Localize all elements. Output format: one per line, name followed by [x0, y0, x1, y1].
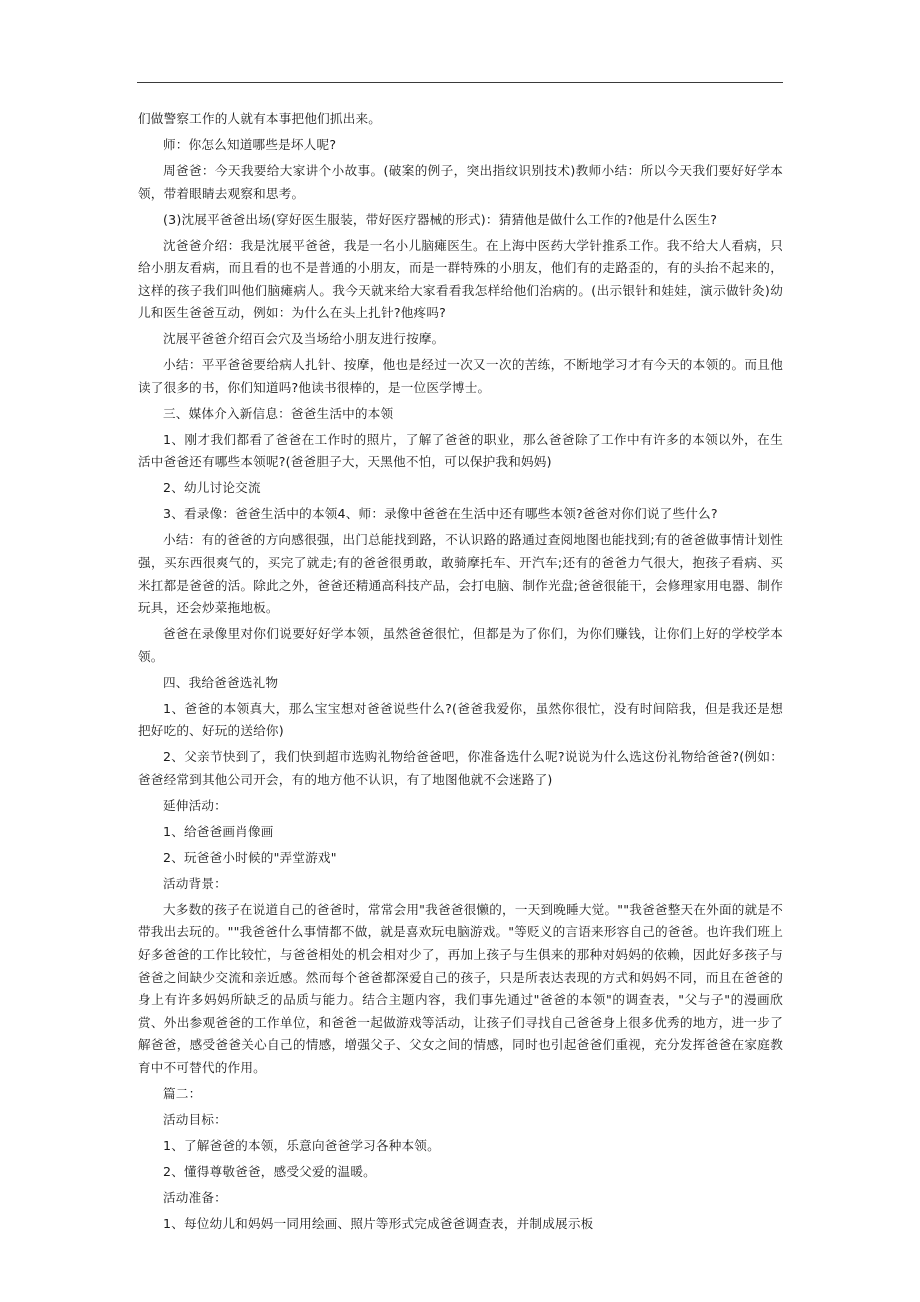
paragraph: 小结：平平爸爸要给病人扎针、按摩，他也是经过一次又一次的苦练，不断地学习才有今天的本领的。而且他读了很多的书，你们知道吗?他读书很棒的，是一位医学博士。 [138, 357, 783, 395]
paragraph: 1、刚才我们都看了爸爸在工作时的照片，了解了爸爸的职业，那么爸爸除了工作中有许多的本领以外，在生活中爸爸还有哪些本领呢?(爸爸胆子大，天黑他不怕，可以保护我和妈妈) [138, 431, 783, 470]
paragraph: 周爸爸：今天我要给大家讲个小故事。(破案的例子，突出指纹识别技术)教师小结：所以今天我们要好好学本领，带着眼睛去观察和思考。 [138, 162, 783, 201]
paragraph: 延伸活动： [163, 797, 227, 813]
paragraph: 大多数的孩子在说道自己的爸爸时，常常会用"我爸爸很懒的，一天到晚睡大觉。""我爸爸整天在外面的就是不带我出去玩的。""我爸爸什么事情都不做，就是喜欢玩电脑游戏。"等贬义的言语来形容自己的爸爸。也许我们班上好多爸爸的工作比较忙，与爸爸相处的机会相对少了，再加上孩子与生俱来的那种对妈妈的依赖，因此好多孩子与爸爸之间缺少交流和亲近感。然而每个爸爸都深爱自己的孩子，只是所表达表现的方式和妈妈不同，而且在爸爸的身上有许多妈妈所缺乏的品质与能力。结合主题内容，我们事先通过"爸爸的本领"的调查表，"父与子"的漫画欣赏、外出参观爸爸的工作单位，和爸爸一起做游戏等活动，让孩子们寻找自己爸爸身上很多优秀的地方，进一步了解爸爸，感受爸爸关心自己的情感，增强父子、父女之间的情感，同时也引起爸爸们重视，充分发挥爸爸在家庭教育中不可替代的作用。 [138, 901, 783, 1075]
paragraph: 1、给爸爸画肖像画 [163, 823, 274, 839]
paragraph: 活动目标： [163, 1111, 227, 1127]
paragraph: 们做警察工作的人就有本事把他们抓出来。 [138, 111, 382, 126]
header-rule [137, 82, 783, 83]
paragraph: 活动背景： [163, 875, 227, 891]
paragraph: 1、了解爸爸的本领，乐意向爸爸学习各种本领。 [163, 1137, 440, 1153]
paragraph: 爸爸在录像里对你们说要好好学本领，虽然爸爸很忙，但都是为了你们，为你们赚钱，让你们上好的学校学本领。 [138, 626, 783, 664]
paragraph: 沈爸爸介绍：我是沈展平爸爸，我是一名小儿脑瘫医生。在上海中医药大学针推系工作。我不给大人看病，只给小朋友看病，而且看的也不是普通的小朋友，而是一群特殊的小朋友，他们有的走路歪的，有的头抬不起来的，这样的孩子我们叫他们脑瘫病人。我今天就来给大家看看我怎样给他们治病的。(出示银针和娃娃，演示做针灸)幼儿和医生爸爸互动，例如：为什么在头上扎针?他疼吗? [138, 237, 783, 321]
paragraph: 活动准备： [163, 1189, 227, 1205]
paragraph: (3)沈展平爸爸出场(穿好医生服装，带好医疗器械的形式)：猜猜他是做什么工作的?他是什么医生? [163, 211, 718, 227]
paragraph: 2、玩爸爸小时候的"弄堂游戏" [163, 849, 337, 865]
paragraph: 3、看录像：爸爸生活中的本领4、师：录像中爸爸在生活中还有哪些本领?爸爸对你们说了些什么? [163, 506, 718, 522]
paragraph: 小结：有的爸爸的方向感很强，出门总能找到路，不认识路的路通过查阅地图也能找到;有的爸爸做事情计划性强，买东西很爽气的，买完了就走;有的爸爸很勇敢，敢骑摩托车、开汽车;还有的爸爸力气很大，抱孩子看病、买米扛都是爸爸的活。除此之外，爸爸还精通高科技产品，会打电脑、制作光盘;爸爸很能干，会修理家用电器、制作玩具，还会炒菜拖地板。 [138, 532, 783, 616]
section-heading: 篇二： [163, 1085, 202, 1101]
paragraph: 1、爸爸的本领真大，那么宝宝想对爸爸说些什么?(爸爸我爱你，虽然你很忙，没有时间陪我，但是我还是想把好吃的、好玩的送给你) [138, 700, 783, 739]
document-body [138, 108, 783, 1235]
paragraph: 师：你怎么知道哪些是坏人呢? [163, 136, 337, 152]
paragraph: 2、幼儿讨论交流 [163, 480, 261, 496]
paragraph: 2、懂得尊敬爸爸，感受父爱的温暖。 [163, 1163, 376, 1179]
paragraph: 2、父亲节快到了，我们快到超市选购礼物给爸爸吧，你准备选什么呢?说说为什么选这份礼物给爸爸?(例如：爸爸经常到其他公司开会，有的地方他不认识，有了地图他就不会迷路了) [138, 749, 783, 787]
paragraph: 1、每位幼儿和妈妈一同用绘画、照片等形式完成爸爸调查表，并制成展示板 [163, 1215, 594, 1231]
section-heading: 三、媒体介入新信息：爸爸生活中的本领 [163, 405, 394, 421]
paragraph: 沈展平爸爸介绍百会穴及当场给小朋友进行按摩。 [163, 331, 445, 347]
section-heading: 四、我给爸爸选礼物 [163, 674, 279, 690]
